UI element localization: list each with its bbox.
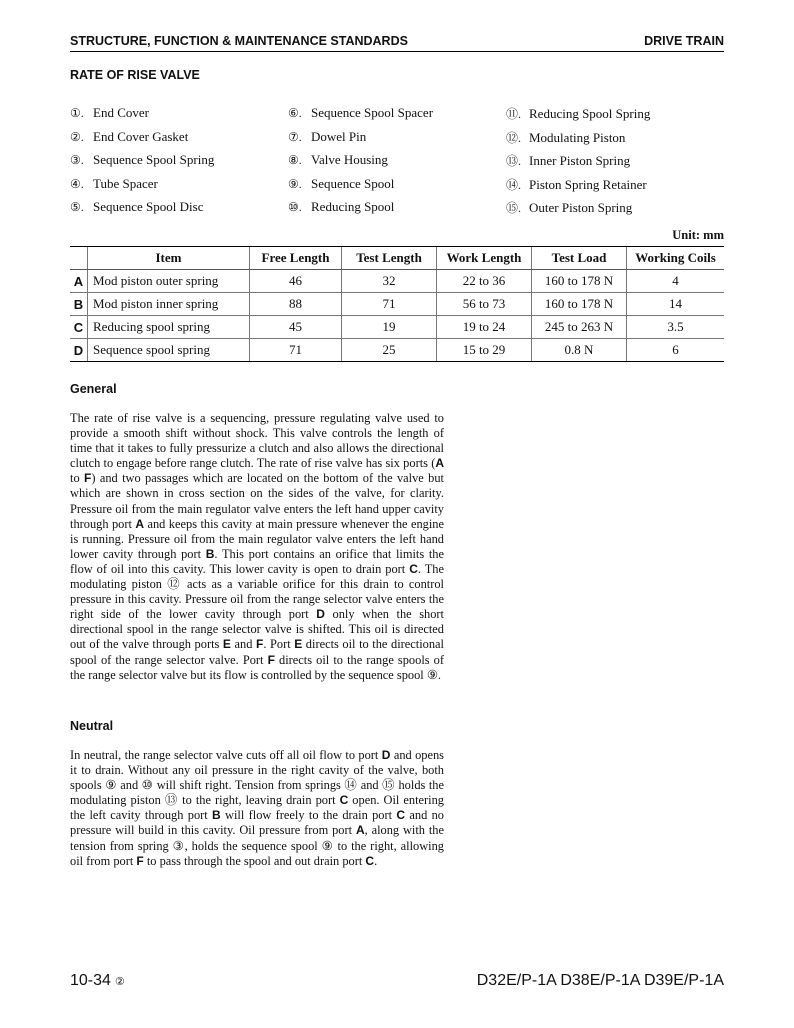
table-row bbox=[70, 316, 724, 339]
part-item bbox=[288, 152, 508, 176]
part-label: Modulating Piston bbox=[529, 129, 626, 145]
page-header bbox=[70, 33, 724, 52]
table-header-cell: Free Length bbox=[250, 247, 342, 270]
table-row bbox=[70, 339, 724, 362]
part-label: Reducing Spool bbox=[311, 199, 395, 214]
part-label: Piston Spring Retainer bbox=[529, 176, 647, 192]
part-number: ⑧. bbox=[288, 153, 302, 167]
part-number: ⑤. bbox=[70, 200, 84, 214]
part-item bbox=[288, 199, 508, 223]
neutral-heading: Neutral bbox=[70, 719, 114, 733]
port-label: B bbox=[212, 808, 221, 823]
table-cell: 6 bbox=[627, 339, 725, 362]
part-number: ⑭. bbox=[506, 177, 522, 192]
table-cell: 46 bbox=[250, 270, 342, 293]
general-heading: General bbox=[70, 382, 117, 396]
table-cell: Reducing spool spring bbox=[88, 316, 250, 339]
model-numbers: D32E/P-1A D38E/P-1A D39E/P-1A bbox=[476, 972, 724, 989]
part-label: Sequence Spool Disc bbox=[93, 199, 204, 214]
header-chapter-title: DRIVE TRAIN bbox=[644, 34, 724, 48]
port-label: F bbox=[136, 853, 144, 868]
table-cell: Mod piston outer spring bbox=[88, 270, 250, 293]
part-item bbox=[70, 199, 290, 223]
part-item bbox=[506, 152, 726, 176]
port-label: F bbox=[255, 637, 264, 652]
part-label: End Cover Gasket bbox=[93, 128, 189, 144]
table-cell: 19 to 24 bbox=[437, 316, 532, 339]
part-number: ⑫. bbox=[506, 130, 522, 145]
part-number: ⑮. bbox=[506, 201, 522, 215]
row-letter: B bbox=[70, 293, 88, 316]
table-cell: 160 to 178 N bbox=[532, 270, 627, 293]
spring-spec-table bbox=[70, 246, 724, 362]
port-label: C bbox=[396, 808, 406, 823]
page-number-text: 10-34 bbox=[70, 972, 111, 989]
table-cell: 71 bbox=[342, 293, 437, 316]
port-label: F bbox=[267, 652, 275, 667]
part-number: ⑥. bbox=[288, 106, 302, 120]
table-cell: 245 to 263 N bbox=[532, 316, 627, 339]
part-label: Outer Piston Spring bbox=[529, 200, 633, 215]
part-number: ②. bbox=[70, 129, 84, 144]
part-item bbox=[288, 105, 508, 129]
port-label: A bbox=[135, 516, 145, 531]
part-number: ③. bbox=[70, 153, 84, 167]
part-number: ④. bbox=[70, 176, 84, 191]
section-title: RATE OF RISE VALVE bbox=[70, 68, 200, 82]
port-label: C bbox=[409, 561, 418, 576]
part-number: ⑪. bbox=[506, 107, 522, 121]
row-letter: C bbox=[70, 316, 88, 339]
part-item bbox=[288, 176, 508, 200]
part-item bbox=[506, 129, 726, 153]
table-cell: 45 bbox=[250, 316, 342, 339]
header-section-title: STRUCTURE, FUNCTION & MAINTENANCE STANDARDS bbox=[70, 34, 408, 48]
part-item bbox=[70, 176, 290, 200]
table-cell: 32 bbox=[342, 270, 437, 293]
table-cell: 0.8 N bbox=[532, 339, 627, 362]
part-item bbox=[70, 105, 290, 129]
part-item bbox=[70, 129, 290, 153]
table-cell: 160 to 178 N bbox=[532, 293, 627, 316]
port-label: A bbox=[435, 456, 444, 471]
parts-list bbox=[70, 105, 724, 225]
part-number: ⑩. bbox=[288, 200, 302, 214]
part-label: Inner Piston Spring bbox=[529, 153, 631, 168]
parts-column-3 bbox=[506, 105, 726, 223]
table-header-cell: Test Load bbox=[532, 247, 627, 270]
part-label: Reducing Spool Spring bbox=[529, 106, 651, 121]
part-item bbox=[506, 199, 726, 223]
port-label: C bbox=[339, 793, 349, 808]
part-label: Sequence Spool Spacer bbox=[311, 105, 434, 120]
parts-column-2 bbox=[288, 105, 508, 223]
table-cell: Sequence spool spring bbox=[88, 339, 250, 362]
part-label: Sequence Spool bbox=[311, 175, 395, 191]
part-label: Tube Spacer bbox=[93, 175, 158, 191]
table-row bbox=[70, 293, 724, 316]
part-label: Valve Housing bbox=[311, 152, 388, 167]
general-paragraph: The rate of rise valve is a sequencing, pressure regulating valve used to provide a smooth shift without shock. This valve controls the length of time that it takes to fully pressurize a clutch and also allows the directional clutch to engage before range clutch. The rate of rise valve has six ports (A to F) and two passages which are located on the bottom of the valve but which are shown in cross section on the sides of the valve, for clarity. Pressure oil from the main regulator valve enters the left hand upper cavity through port A and keeps this cavity at main pressure whenever the engine is running. Pressure oil from the main regulator valve enters the left hand lower cavity through port B. This port contains an orifice that limits the flow of oil into this cavity. This lower cavity is open to drain port C. The modulating piston ⑫ acts as a variable orifice for this drain to control pressure in this cavity. Pressure oil from the range selector valve enters the right side of the lower cavity through port D only when the short directional spool in the range selector valve is shifted. This oil is directed out of the valve through ports E and F. Port E directs oil to the directional spool of the range selector valve. Port F directs oil to the range spools of the range selector valve but its flow is controlled by the sequence spool ⑨. bbox=[70, 411, 445, 682]
part-item bbox=[506, 176, 726, 200]
part-label: Sequence Spool Spring bbox=[93, 152, 215, 167]
row-letter: D bbox=[70, 339, 88, 362]
table-cell: 14 bbox=[627, 293, 725, 316]
part-label: Dowel Pin bbox=[311, 128, 367, 144]
row-letter: A bbox=[70, 270, 88, 293]
port-label: A bbox=[355, 823, 365, 838]
table-cell: 25 bbox=[342, 339, 437, 362]
table-row bbox=[70, 270, 724, 293]
table-cell: 22 to 36 bbox=[437, 270, 532, 293]
port-label: D bbox=[381, 748, 391, 762]
part-number: ①. bbox=[70, 106, 84, 120]
table-cell: 88 bbox=[250, 293, 342, 316]
revision-mark: ② bbox=[114, 976, 125, 988]
part-item bbox=[288, 129, 508, 153]
table-header-cell: Item bbox=[88, 247, 250, 270]
table-header-row bbox=[70, 247, 724, 270]
part-label: End Cover bbox=[93, 105, 149, 120]
port-label: D bbox=[316, 607, 325, 622]
unit-label: Unit: mm bbox=[672, 228, 724, 242]
page-number bbox=[70, 972, 125, 990]
table-header-cell: Test Length bbox=[342, 247, 437, 270]
table-header-cell: Working Coils bbox=[627, 247, 725, 270]
table-cell: 3.5 bbox=[627, 316, 725, 339]
table-cell: Mod piston inner spring bbox=[88, 293, 250, 316]
table-cell: 19 bbox=[342, 316, 437, 339]
table-cell: 71 bbox=[250, 339, 342, 362]
port-label: C bbox=[365, 853, 375, 868]
port-label: E bbox=[222, 637, 231, 652]
part-item bbox=[506, 105, 726, 129]
table-cell: 15 to 29 bbox=[437, 339, 532, 362]
part-number: ⑦. bbox=[288, 129, 302, 144]
part-number: ⑨. bbox=[288, 176, 302, 191]
port-label: E bbox=[294, 637, 303, 652]
table-header-letter bbox=[70, 247, 88, 270]
port-label: F bbox=[84, 471, 92, 486]
table-cell: 4 bbox=[627, 270, 725, 293]
table-cell: 56 to 73 bbox=[437, 293, 532, 316]
part-number: ⑬. bbox=[506, 154, 522, 168]
neutral-paragraph: In neutral, the range selector valve cuts off all oil flow to port D and opens it to drain. Without any oil pressure in the right cavity of the valve, both spools ⑨ and ⑩ will shift right. Tension from springs ⑭ and ⑮ holds the modulating piston ⑬ to the right, leaving drain port C open. Oil entering the left cavity through port B will flow freely to the drain port C and no pressure will build in this cavity. Oil pressure from port A, along with the tension from spring ③, holds the sequence spool ⑨ to the right, allowing oil from port F to pass through the spool and out drain port C. bbox=[70, 748, 444, 868]
table-header-cell: Work Length bbox=[437, 247, 532, 270]
port-label: B bbox=[205, 546, 215, 561]
part-item bbox=[70, 152, 290, 176]
parts-column-1 bbox=[70, 105, 290, 223]
